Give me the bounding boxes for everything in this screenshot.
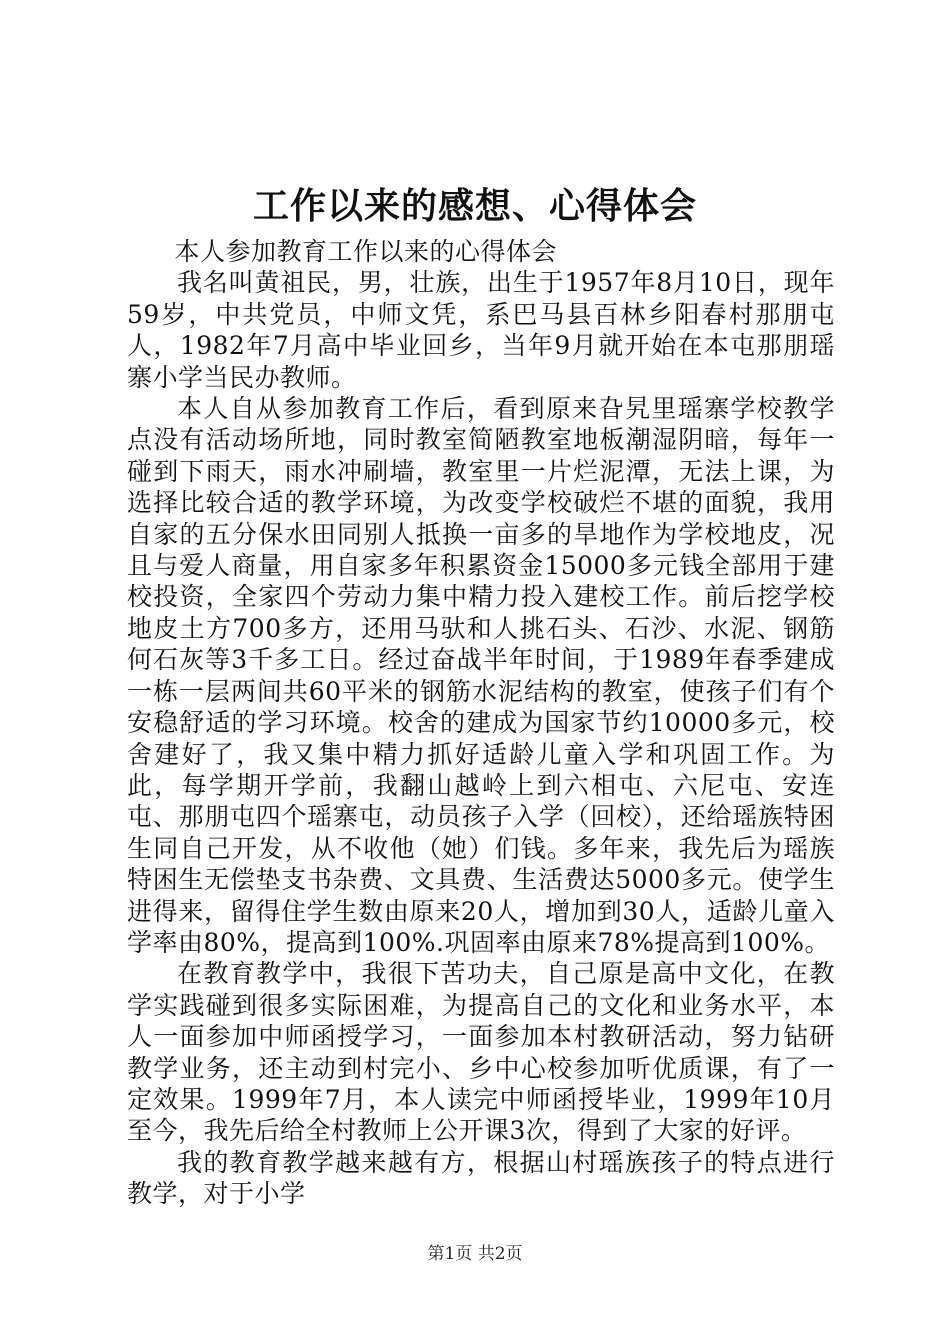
page-number-footer: 第1页 共2页	[427, 1244, 523, 1264]
paragraph-teaching-study: 在教育教学中，我很下苦功夫，自己原是高中文化，在教学实践碰到很多实际困难，为提高自己的文化和业务水平，本人一面参加中师函授学习，一面参加本村教研活动，努力钻研教学业务，还主动到村完小、乡中心校参加听优质课，有了一定效果。1999年7月，本人读完中师函授毕业，1999年10月至今，我先后给全村教师上公开课3次，得到了大家的好评。	[127, 959, 835, 1146]
paragraph-school-building: 本人自从参加教育工作后，看到原来旮旯里瑶寨学校教学点没有活动场所地，同时教室简陋教室地板潮湿阴暗，每年一碰到下雨天，雨水冲刷墙，教室里一片烂泥潭，无法上课，为选择比较合适的教学环境，为改变学校破烂不堪的面貌，我用自家的五分保水田同别人抵换一亩多的旱地作为学校地皮，况且与爱人商量，用自家多年积累资金15000多元钱全部用于建校投资，全家四个劳动力集中精力投入建校工作。前后挖学校地皮土方700多方，还用马驮和人挑石头、石沙、水泥、钢筋何石灰等3千多工日。经过奋战半年时间，于1989年春季建成一栋一层两间共60平米的钢筋水泥结构的教室，使孩子们有个安稳舒适的学习环境。校舍的建成为国家节约10000多元，校舍建好了，我又集中精力抓好适龄儿童入学和巩固工作。为此，每学期开学前，我翻山越岭上到六相屯、六尼屯、安连屯、那朋屯四个瑶寨屯，动员孩子入学（回校），还给瑶族特困生同自己开发，从不收他（她）们钱。多年来，我先后为瑶族特困生无偿垫支书杂费、文具费、生活费达5000多元。使学生进得来，留得住学生数由原来20人，增加到30人，适龄儿童入学率由80%，提高到100%.巩固率由原来78%提高到100%。	[127, 394, 835, 957]
paragraph-teaching-method: 我的教育教学越来越有方，根据山村瑶族孩子的特点进行教学，对于小学	[127, 1147, 835, 1209]
document-title: 工作以来的感想、心得体会	[252, 185, 697, 227]
document-body	[127, 236, 835, 1210]
paragraph-intro: 我名叫黄祖民，男，壮族，出生于1957年8月10日，现年59岁，中共党员，中师文凭，系巴马县百林乡阳春村那朋屯人，1982年7月高中毕业回乡，当年9月就开始在本屯那朋瑶寨小学当民办教师。	[127, 268, 835, 392]
paragraph-subtitle: 本人参加教育工作以来的心得体会	[174, 237, 558, 266]
